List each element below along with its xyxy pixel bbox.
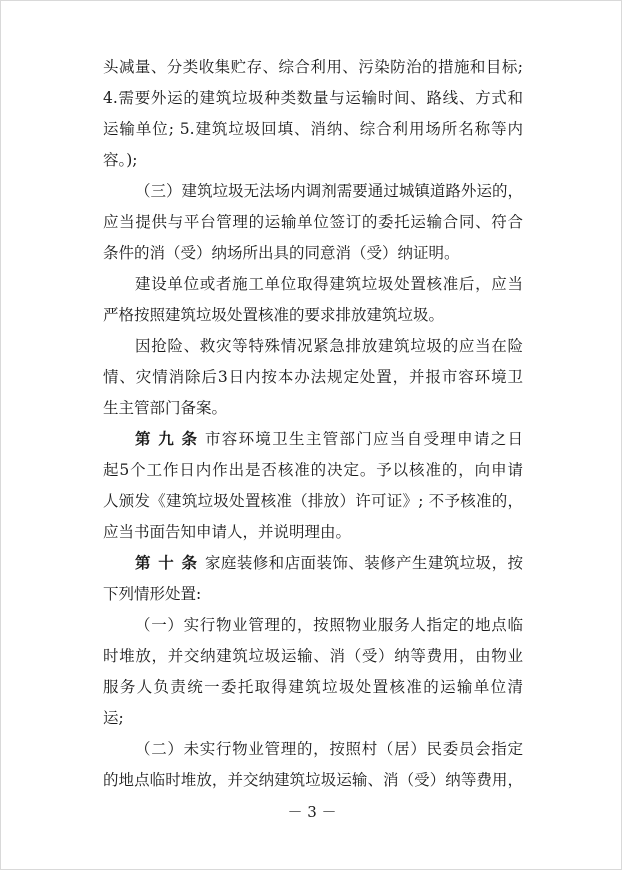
text-line: 建设单位或者施工单位取得建筑垃圾处置核准后，应当 <box>135 275 523 293</box>
article-9-label: 第九条 <box>135 430 197 448</box>
text-line: 条件的消（受）纳场所出具的同意消（受）纳证明。 <box>103 244 460 262</box>
text-line: （一）实行物业管理的，按照物业服务人指定的地点临 <box>135 616 523 634</box>
text-line: 运; <box>103 709 124 727</box>
text-line: 容。); <box>103 151 138 169</box>
text-line: 市容环境卫生主管部门应当自受理申请之日 <box>205 430 523 448</box>
text-line: （二）未实行物业管理的，按照村（居）民委员会指定 <box>135 740 523 758</box>
text-line: 运输单位; 5.建筑垃圾回填、消纳、综合利用场所名称等内 <box>103 120 523 138</box>
article-9-heading <box>135 428 197 450</box>
text-line: 时堆放，并交纳建筑垃圾运输、消（受）纳等费用，由物业 <box>103 647 523 665</box>
text-line: 服务人负责统一委托取得建筑垃圾处置核准的运输单位清 <box>103 678 523 696</box>
text-line: 的地点临时堆放，并交纳建筑垃圾运输、消（受）纳等费用， <box>103 771 523 789</box>
page-number: － 3 － <box>287 803 337 821</box>
text-line: 因抢险、救灾等特殊情况紧急排放建筑垃圾的应当在险 <box>135 337 523 355</box>
article-10-label: 第十条 <box>135 554 197 572</box>
text-line: 应当提供与平台管理的运输单位签订的委托运输合同、符合 <box>103 213 523 231</box>
text-line: 应当书面告知申请人，并说明理由。 <box>103 523 352 541</box>
text-line: 起5个工作日内作出是否核准的决定。予以核准的，向申请 <box>103 461 523 479</box>
text-line: （三）建筑垃圾无法场内调剂需要通过城镇道路外运的， <box>135 182 523 200</box>
text-line: 严格按照建筑垃圾处置核准的要求排放建筑垃圾。 <box>103 306 445 324</box>
text-line: 生主管部门备案。 <box>103 399 228 417</box>
text-line: 头减量、分类收集贮存、综合利用、污染防治的措施和目标; <box>103 58 523 76</box>
text-line: 4.需要外运的建筑垃圾种类数量与运输时间、路线、方式和 <box>103 89 523 107</box>
article-10-heading <box>135 552 197 574</box>
text-line: 情、灾情消除后3日内按本办法规定处置，并报市容环境卫 <box>103 368 523 386</box>
text-line: 家庭装修和店面装饰、装修产生建筑垃圾，按 <box>205 554 523 572</box>
text-line: 人颁发《建筑垃圾处置核准（排放）许可证》; 不予核准的， <box>103 492 523 510</box>
text-line: 下列情形处置: <box>103 585 202 603</box>
